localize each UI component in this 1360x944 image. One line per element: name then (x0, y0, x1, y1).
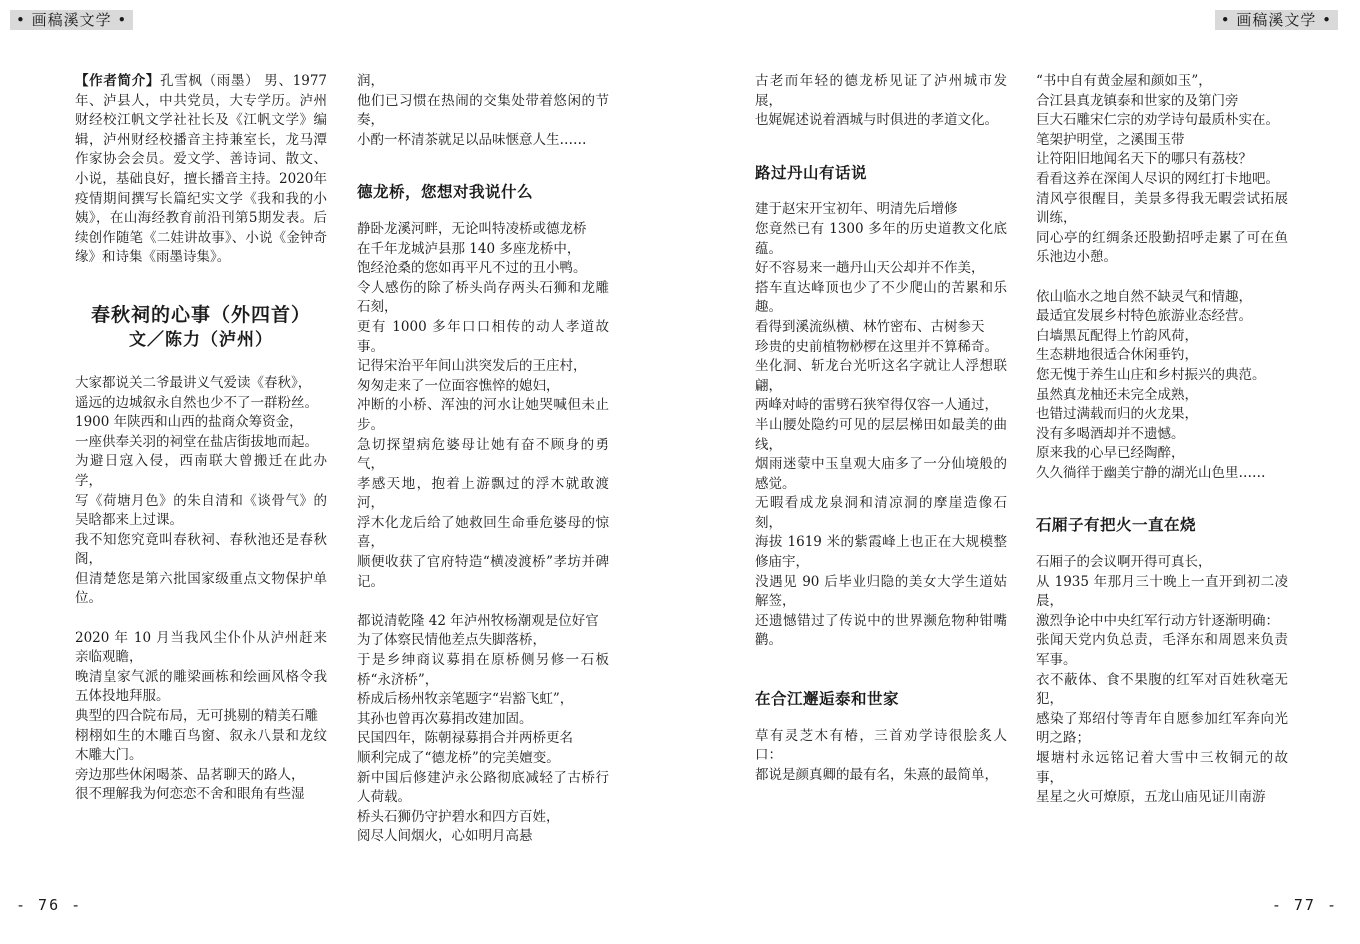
text-line: 更有 1000 多年口口相传的动人孝道故事。 (357, 318, 609, 355)
col2-para-2 (357, 612, 609, 847)
text-line: 看看这养在深闺人尽识的网红打卡地吧。 (1036, 170, 1279, 187)
text-line: 静卧龙溪河畔，无论叫特凌桥或德龙桥 (357, 220, 587, 237)
text-line: 顺便收获了官府特造“横凌渡桥”孝坊并碑记。 (357, 554, 609, 590)
text-line: 烟雨迷蒙中玉皇观大庙多了一分仙境般的感觉。 (755, 456, 1007, 492)
text-line: 张闻天党内负总责，毛泽东和周恩来负责军事。 (1036, 632, 1288, 669)
masthead-right: • 画稿溪文学 • (1215, 10, 1338, 30)
text-line: 原来我的心早已经陶醉， (1036, 445, 1185, 462)
text-line: 桥成后杨州牧亲笔题字“岩豁飞虹”， (357, 691, 574, 708)
text-line: 草有灵芝木有椿，三首劝学诗很脍炙人口： (755, 727, 1007, 764)
text-line: 在千年龙城泸县那 140 多座龙桥中， (357, 240, 581, 257)
text-line: 晚清皇家气派的雕梁画栋和绘画风格令我五体投地拜服。 (75, 668, 327, 705)
col2-para-1 (357, 220, 609, 592)
text-line: 最适宜发展乡村特色旅游业态经营。 (1036, 308, 1252, 325)
text-line: 您无愧于养生山庄和乡村振兴的典范。 (1036, 366, 1266, 383)
text-line: 但清楚您是第六批国家级重点文物保护单位。 (75, 570, 327, 607)
text-line: 半山腰处隐约可见的层层梯田如最美的曲线， (755, 416, 1007, 453)
text-line: 珍贵的史前植物桫椤在这里并不算稀奇。 (755, 338, 998, 355)
text-line: 民国四年，陈朝禄募捐合并两桥更名 (357, 730, 573, 747)
text-line: 栩栩如生的木雕百鸟窗、叙永八景和龙纹木雕大门。 (75, 727, 327, 764)
text-line: 一座供奉关羽的祠堂在盐店街拔地而起。 (75, 433, 318, 450)
text-line: 典型的四合院布局，无可挑剔的精美石雕 (75, 708, 318, 725)
text-line: 润， (357, 73, 384, 89)
text-line: 饱经沧桑的您如再平凡不过的丑小鸭。 (357, 260, 587, 277)
text-line: 写《荷塘月色》的朱自清和《谈骨气》的吴晗都来上过课。 (75, 492, 327, 529)
poem-author: 文／陈力（泸州） (129, 329, 273, 350)
text-line: 清风亭很醒目，美景多得我无暇尝试拓展训练， (1036, 190, 1288, 227)
text-line: 都说是颜真卿的最有名，朱熹的最简单， (755, 766, 998, 783)
text-line: 我不知您究竟叫春秋祠、春秋池还是春秋阁， (75, 531, 327, 568)
text-line: 还遗憾错过了传说中的世界濒危物种钳嘴鹳。 (755, 612, 1007, 649)
text-line: 冲断的小桥、浑浊的河水让她哭喊但未止步。 (357, 397, 609, 433)
text-line: 旁边那些休闲喝茶、品茗聊天的路人， (75, 766, 305, 783)
text-line: 您竟然已有 1300 多年的历史道教文化底蕴。 (755, 220, 1007, 257)
text-line: 为了体察民情他差点失脚落桥， (357, 632, 546, 649)
text-line: 2020 年 10 月当我风尘仆仆从泸州赶来亲临观瞻， (75, 629, 327, 666)
text-line: 阅尽人间烟火，心如明月高悬 (357, 828, 533, 845)
text-line: 新中国后修建泸永公路彻底减轻了古桥行人荷载。 (357, 769, 609, 806)
text-line: “书中自有黄金屋和颜如玉”， (1036, 73, 1212, 89)
text-line: 好不容易来一趟丹山天公却并不作美， (755, 260, 985, 277)
col4-para-1 (1036, 72, 1288, 268)
text-line: 他们已习惯在热闹的交集处带着悠闲的节奏， (357, 92, 609, 129)
col3-para-2 (755, 727, 1007, 786)
text-line: 虽然真龙柚还未完全成熟， (1036, 386, 1198, 403)
section-heading-delong-bridge: 德龙桥，您想对我说什么 (357, 182, 534, 202)
text-line: 合江县真龙镇泰和世家的及第门旁 (1036, 92, 1239, 109)
text-line: 小酌一杯清茶就足以品味惬意人生…… (357, 131, 587, 148)
text-line: 星星之火可燎原，五龙山庙见证川南游 (1036, 789, 1266, 806)
col1-para-1 (75, 374, 327, 609)
text-line: 为避日寇入侵，西南联大曾搬迁在此办学， (75, 453, 327, 489)
poem-title: 春秋祠的心事（外四首） (90, 303, 311, 326)
text-line: 让符阳旧地闻名天下的哪只有荔枝？ (1036, 151, 1252, 168)
text-line: 遥远的边城叙永自然也少不了一群粉丝。 (75, 394, 318, 411)
text-line: 两峰对峙的雷劈石狭窄得仅容一人通过， (755, 397, 998, 414)
text-line: 1900 年陕西和山西的盐商众筹资金， (75, 414, 303, 431)
section-heading-hejiang: 在合江邂逅泰和世家 (755, 689, 900, 709)
text-line: 也错过满载而归的火龙果， (1036, 406, 1198, 423)
text-line: 匆匆走来了一位面容憔悴的媳妇， (357, 377, 560, 394)
col3-para-1 (755, 200, 1007, 651)
text-line: 白墙黑瓦配得上竹韵风荷， (1036, 327, 1198, 344)
text-line: 没有多喝酒却并不遗憾。 (1036, 425, 1185, 442)
text-line: 记得宋治平年间山洪突发后的王庄村， (357, 358, 587, 375)
text-line: 搭车直达峰顶也少了不少爬山的苦累和乐趣。 (755, 279, 1007, 316)
bio-text: 孔雪枫（雨墨） 男、1977年、泸县人，中共党员，大专学历。泸州财经校江帆文学社社长及《江帆文学》编辑，泸州财经校播音主持兼室长，龙马潭作家协会会员。爱文学、善诗词、散文、小说，基础良好，擅长播音主持。2020年疫情期间撰写长篇纪实文学《我和我的小姨》，在山海经教育前沿刊第5期发表。后续创作随笔《二娃讲故事》、小说《金钟奇缘》和诗集《雨墨诗集》。 (75, 73, 328, 266)
text-line: 浮木化龙后给了她救回生命垂危婆母的惊喜， (357, 514, 609, 551)
text-line: 同心亭的红绸条还股勤招呼走累了可在鱼乐池边小憩。 (1036, 229, 1288, 266)
column-1 (75, 72, 327, 805)
text-line: 都说清乾隆 42 年泸州牧杨潮观是位好官 (357, 612, 599, 629)
text-line: 巨大石雕宋仁宗的劝学诗句最质朴实在。 (1036, 112, 1279, 129)
text-line: 古老而年轻的德龙桥见证了泸州城市发展， (755, 73, 1007, 109)
text-line: 感染了郑绍付等青年自愿参加红军奔向光明之路； (1036, 710, 1288, 747)
text-line: 看得到溪流纵横、林竹密布、古树参天 (755, 318, 985, 335)
text-line: 桥头石狮仍守护碧水和四方百姓， (357, 808, 560, 825)
text-line: 很不理解我为何恋恋不舍和眼角有些湿 (75, 786, 305, 803)
text-line: 依山临水之地自然不缺灵气和情趣， (1036, 288, 1252, 305)
text-line: 激烈争论中中央红军行动方针逐渐明确： (1036, 612, 1279, 629)
text-line: 于是乡绅商议募捐在原桥侧另修一石板桥“永济桥”， (357, 652, 609, 688)
section-heading-danshan: 路过丹山有话说 (755, 162, 868, 182)
text-line: 令人感伤的除了桥头尚存两头石狮和龙雕石刻， (357, 279, 609, 316)
col1-para-2 (75, 629, 327, 805)
column-3 (755, 72, 1007, 785)
page-number-right: - 77 - (1271, 896, 1338, 914)
column-4 (1036, 72, 1288, 808)
author-bio (75, 72, 327, 268)
text-line: 也娓娓述说着酒城与时俱进的孝道文化。 (755, 112, 998, 129)
text-line: 衣不蔽体、食不果腹的红军对百姓秋毫无犯， (1036, 671, 1288, 708)
text-line: 笔架护明堂，之溪围玉带 (1036, 131, 1185, 148)
text-line: 堰塘村永远铭记着大雪中三枚铜元的故事， (1036, 750, 1288, 786)
text-line: 久久徜徉于幽美宁静的湖光山色里…… (1036, 464, 1266, 481)
column-2 (357, 72, 609, 847)
text-line: 其孙也曾再次募捐改建加固。 (357, 710, 533, 727)
col4-para-3 (1036, 553, 1288, 808)
text-line: 没遇见 90 后毕业归隐的美女大学生道姑解签， (755, 573, 1007, 610)
text-line: 无暇看成龙泉洞和清凉洞的摩崖造像石刻， (755, 495, 1007, 531)
text-line: 生态耕地很适合休闲垂钓， (1036, 347, 1198, 364)
text-line: 孝感天地，抱着上游飘过的浮木就敢渡河， (357, 475, 609, 512)
bio-label: 【作者简介】 (75, 73, 161, 89)
text-line: 石厢子的会议啊开得可真长， (1036, 554, 1212, 571)
text-line: 顺利完成了“德龙桥”的完美嬗变。 (357, 750, 560, 766)
section-heading-shixiangzi: 石厢子有把火一直在烧 (1036, 515, 1197, 535)
page-number-left: - 76 - (16, 896, 83, 914)
text-line: 坐化洞、斩龙台光听这名字就让人浮想联翩， (755, 358, 1007, 394)
text-line: 海拔 1619 米的紫霞峰上也正在大规模整修庙宇， (755, 534, 1007, 571)
text-line: 建于赵宋开宝初年、明清先后增修 (755, 201, 958, 218)
text-line: 大家都说关二爷最讲义气爱读《春秋》， (75, 374, 312, 391)
col1-body (75, 374, 327, 805)
col4-para-2 (1036, 288, 1288, 484)
text-line: 从 1935 年那月三十晚上一直开到初二凌晨， (1036, 573, 1288, 610)
masthead-left: • 画稿溪文学 • (10, 10, 133, 30)
text-line: 急切探望病危婆母让她有奋不顾身的勇气， (357, 436, 609, 473)
